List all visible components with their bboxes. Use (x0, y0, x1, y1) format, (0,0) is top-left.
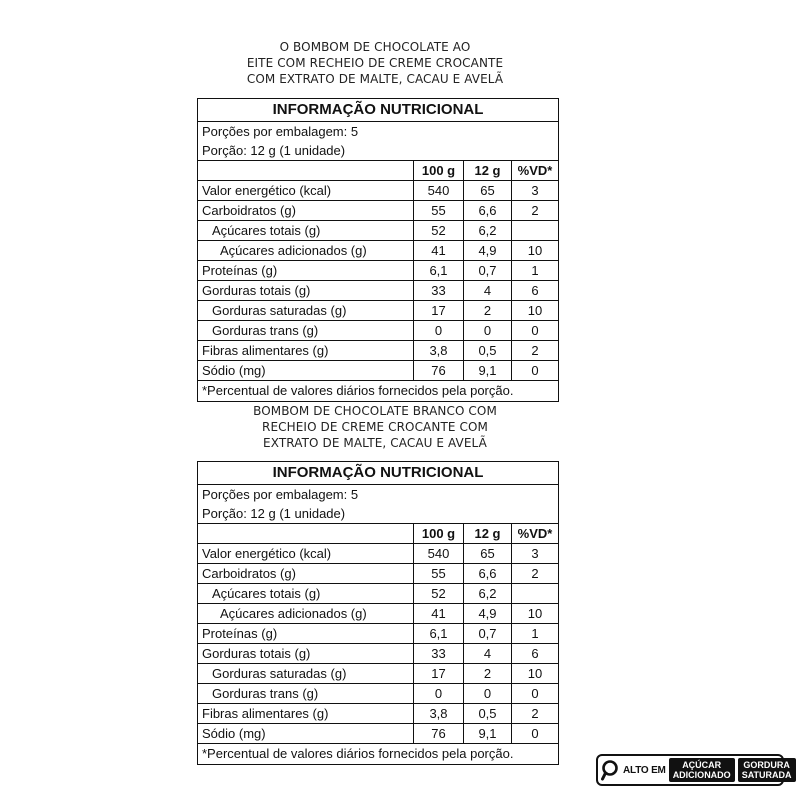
value-12g: 4 (463, 281, 511, 300)
table-title: INFORMAÇÃO NUTRICIONAL (272, 464, 484, 481)
value-100g: 55 (413, 564, 463, 583)
value-12g: 4,9 (463, 604, 511, 623)
nutrient-name: Sódio (mg) (202, 726, 266, 741)
value-12g: 2 (463, 664, 511, 683)
value-100g: 3,8 (413, 704, 463, 723)
value-12g: 0,5 (463, 341, 511, 360)
nutrient-name: Açúcares totais (g) (212, 586, 321, 601)
value-12g: 0,5 (463, 704, 511, 723)
value-100g: 52 (413, 221, 463, 240)
table-row (198, 180, 558, 200)
value-100g: 3,8 (413, 341, 463, 360)
servings-per-package: Porções por embalagem: 5 (198, 484, 558, 504)
table-row (198, 240, 558, 260)
seal-line: GORDURA (743, 760, 790, 770)
portion-size: Porção: 12 g (1 unidade) (202, 506, 346, 521)
high-in-warning-seal (596, 754, 792, 786)
nutrient-name: Açúcares adicionados (g) (220, 606, 367, 621)
value-100g: 76 (413, 724, 463, 743)
value-12g: 9,1 (463, 361, 511, 380)
value-12g: 0,7 (463, 261, 511, 280)
nutrient-name: Gorduras saturadas (g) (212, 303, 347, 318)
value-100g: 17 (413, 664, 463, 683)
value-vd: 2 (511, 201, 558, 220)
nutrient-name: Gorduras trans (g) (212, 323, 319, 338)
value-12g: 6,2 (463, 584, 511, 603)
table-row (198, 623, 558, 643)
table-row (198, 280, 558, 300)
value-100g: 41 (413, 241, 463, 260)
nutrient-name: Carboidratos (g) (202, 566, 296, 581)
nutrient-name: Açúcares adicionados (g) (220, 243, 367, 258)
value-100g: 55 (413, 201, 463, 220)
seal-line: ADICIONADO (672, 770, 731, 780)
table-title: INFORMAÇÃO NUTRICIONAL (272, 101, 484, 118)
value-12g: 0,7 (463, 624, 511, 643)
value-vd: 10 (511, 664, 558, 683)
product-1-caption (230, 39, 520, 87)
value-12g: 4 (463, 644, 511, 663)
value-100g: 17 (413, 301, 463, 320)
value-100g: 41 (413, 604, 463, 623)
table-footnote: *Percentual de valores diários fornecidos pela porção. (198, 743, 558, 764)
table-row (198, 683, 558, 703)
table-row (198, 360, 558, 380)
value-100g: 0 (413, 321, 463, 340)
table-row (198, 543, 558, 563)
nutrient-name: Valor energético (kcal) (202, 546, 332, 561)
caption-line: RECHEIO DE CREME CROCANTE COM (262, 420, 488, 434)
value-12g: 6,6 (463, 201, 511, 220)
table-row (198, 723, 558, 743)
table-row (198, 320, 558, 340)
caption-line: COM EXTRATO DE MALTE, CACAU E AVELÃ (246, 72, 504, 86)
header-12g: 12 g (463, 524, 511, 543)
seal-lead (601, 759, 666, 781)
value-100g: 33 (413, 644, 463, 663)
seal-line: AÇÚCAR (682, 760, 722, 770)
caption-line: BOMBOM DE CHOCOLATE BRANCO COM (253, 404, 497, 418)
value-100g: 0 (413, 684, 463, 703)
table-row (198, 220, 558, 240)
header-vd: %VD* (511, 524, 558, 543)
value-12g: 0 (463, 321, 511, 340)
value-vd: 0 (511, 361, 558, 380)
value-vd: 6 (511, 281, 558, 300)
value-vd: 10 (511, 604, 558, 623)
seal-line: SATURADA (741, 770, 792, 780)
nutrient-name: Fibras alimentares (g) (202, 343, 329, 358)
table-row (198, 703, 558, 723)
nutrient-name: Gorduras totais (g) (202, 283, 311, 298)
value-12g: 2 (463, 301, 511, 320)
value-12g: 6,2 (463, 221, 511, 240)
value-vd: 0 (511, 321, 558, 340)
table-header-row (198, 523, 558, 543)
caption-line: O BOMBOM DE CHOCOLATE AO (279, 40, 471, 54)
value-vd: 6 (511, 644, 558, 663)
table-row (198, 563, 558, 583)
value-12g: 65 (463, 181, 511, 200)
value-vd: 10 (511, 241, 558, 260)
seal-lead-text: ALTO EM (623, 764, 666, 776)
header-100g: 100 g (413, 161, 463, 180)
table-footnote: *Percentual de valores diários fornecidos pela porção. (198, 380, 558, 401)
value-12g: 0 (463, 684, 511, 703)
value-100g: 6,1 (413, 261, 463, 280)
table-row (198, 200, 558, 220)
nutrient-name: Gorduras saturadas (g) (212, 666, 347, 681)
table-row (198, 300, 558, 320)
table-row (198, 663, 558, 683)
servings-per-package: Porções por embalagem: 5 (198, 121, 558, 141)
header-blank (198, 161, 413, 180)
table-row (198, 260, 558, 280)
value-vd: 0 (511, 724, 558, 743)
product-2-caption (230, 403, 520, 451)
nutrient-name: Sódio (mg) (202, 363, 266, 378)
header-12g: 12 g (463, 161, 511, 180)
value-vd: 1 (511, 624, 558, 643)
nutrient-name: Gorduras totais (g) (202, 646, 311, 661)
table-row (198, 643, 558, 663)
value-vd (511, 584, 558, 603)
value-12g: 6,6 (463, 564, 511, 583)
value-vd: 2 (511, 704, 558, 723)
caption-line: EXTRATO DE MALTE, CACAU E AVELÃ (263, 436, 487, 450)
nutrient-name: Valor energético (kcal) (202, 183, 332, 198)
value-100g: 6,1 (413, 624, 463, 643)
table-row (198, 583, 558, 603)
seal-added-sugar (669, 758, 735, 782)
value-vd: 1 (511, 261, 558, 280)
value-vd: 2 (511, 341, 558, 360)
value-100g: 33 (413, 281, 463, 300)
nutrition-table-2 (197, 461, 559, 765)
nutrient-name: Proteínas (g) (202, 626, 278, 641)
header-blank (198, 524, 413, 543)
value-12g: 9,1 (463, 724, 511, 743)
table-row (198, 340, 558, 360)
magnifier-icon (601, 759, 621, 781)
value-12g: 4,9 (463, 241, 511, 260)
value-vd: 3 (511, 544, 558, 563)
nutrient-name: Proteínas (g) (202, 263, 278, 278)
nutrient-name: Carboidratos (g) (202, 203, 296, 218)
nutrient-name: Açúcares totais (g) (212, 223, 321, 238)
table-row (198, 603, 558, 623)
value-vd: 3 (511, 181, 558, 200)
value-vd: 0 (511, 684, 558, 703)
header-vd: %VD* (511, 161, 558, 180)
value-100g: 540 (413, 181, 463, 200)
value-12g: 65 (463, 544, 511, 563)
value-100g: 540 (413, 544, 463, 563)
caption-line: EITE COM RECHEIO DE CREME CROCANTE (246, 56, 504, 70)
nutrient-name: Fibras alimentares (g) (202, 706, 329, 721)
nutrient-name: Gorduras trans (g) (212, 686, 319, 701)
value-vd: 10 (511, 301, 558, 320)
table-header-row (198, 160, 558, 180)
value-vd: 2 (511, 564, 558, 583)
portion-size: Porção: 12 g (1 unidade) (202, 143, 346, 158)
seal-saturated-fat (738, 758, 796, 782)
value-100g: 76 (413, 361, 463, 380)
value-vd (511, 221, 558, 240)
value-100g: 52 (413, 584, 463, 603)
nutrition-table-1 (197, 98, 559, 402)
header-100g: 100 g (413, 524, 463, 543)
